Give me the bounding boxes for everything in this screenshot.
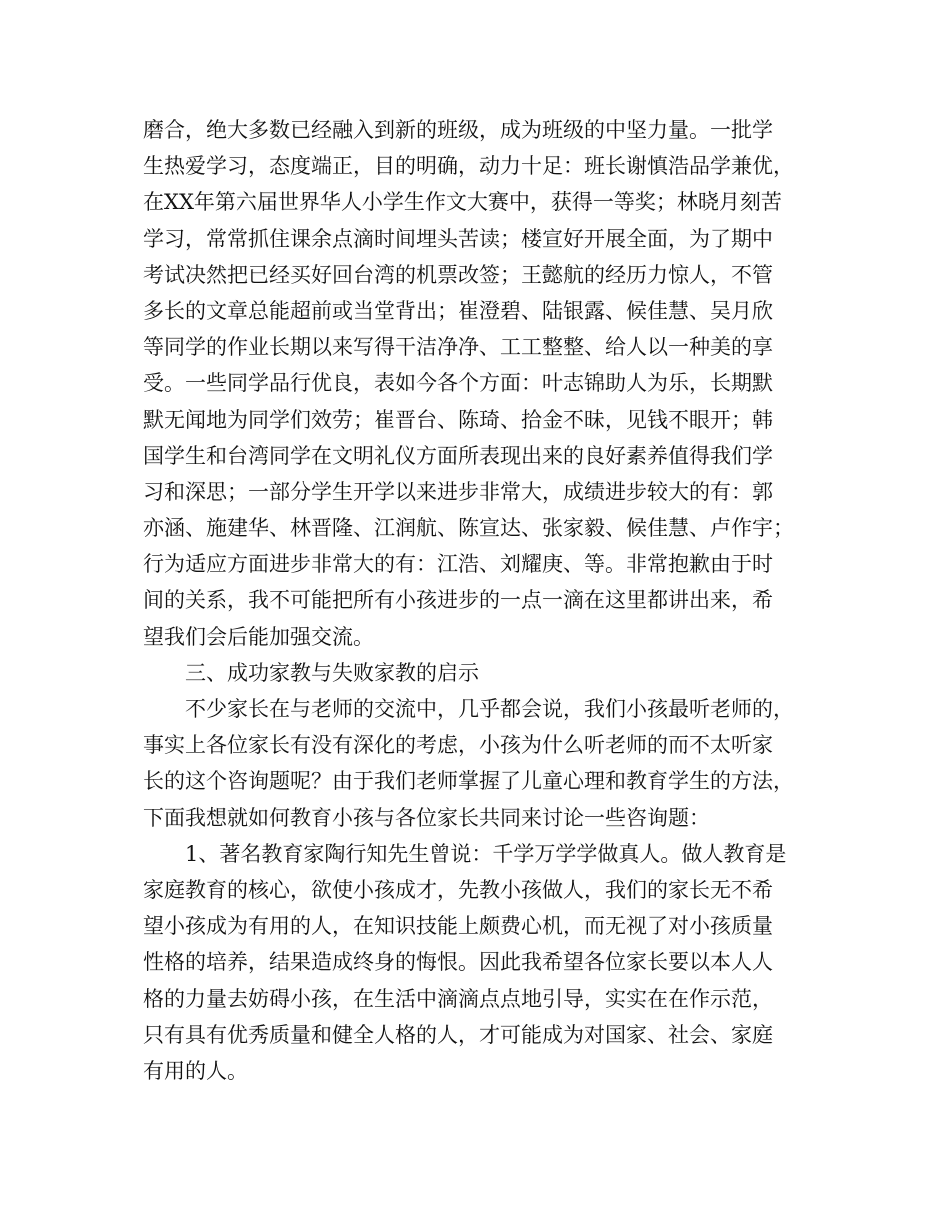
document-body xyxy=(143,112,823,1089)
text-line: 等同学的作业长期以来写得干洁净净、工工整整、给人以一种美的享 xyxy=(143,335,773,360)
text-line: 受。一些同学品行优良，表如今各个方面：叶志锦助人为乐，长期默 xyxy=(143,371,773,396)
text-line: 只有具有优秀质量和健全人格的人，才可能成为对国家、社会、家庭 xyxy=(143,1022,773,1047)
text-line: 生热爱学习，态度端正，目的明确，动力十足：班长谢慎浩品学兼优， xyxy=(143,154,794,179)
text-line: 在XX年第六届世界华人小学生作文大赛中，获得一等奖；林晓月刻苦 xyxy=(143,190,782,215)
text-line: 格的力量去妨碍小孩，在生活中滴滴点点地引导，实实在在作示范， xyxy=(143,986,773,1011)
text-line: 长的这个咨询题呢？由于我们老师掌握了儿童心理和教育学生的方法， xyxy=(143,769,794,794)
text-line: 亦涵、施建华、林晋隆、江润航、陈宣达、张家毅、候佳慧、卢作宇； xyxy=(143,516,794,541)
text-line: 国学生和台湾同学在文明礼仪方面所表现出来的良好素养值得我们学 xyxy=(143,443,773,468)
text-line: 1、著名教育家陶行知先生曾说：千学万学学做真人。做人教育是 xyxy=(185,841,787,866)
text-line: 有用的人。 xyxy=(143,1058,248,1083)
text-line: 不少家长在与老师的交流中，几乎都会说，我们小孩最听老师的， xyxy=(185,697,794,721)
section-heading: 三、成功家教与失败家教的启示 xyxy=(185,660,479,685)
text-line: 望我们会后能加强交流。 xyxy=(143,624,374,649)
text-line: 多长的文章总能超前或当堂背出；崔澄碧、陆银露、候佳慧、吴月欣 xyxy=(143,298,773,323)
text-line: 望小孩成为有用的人，在知识技能上颇费心机，而无视了对小孩质量 xyxy=(143,914,773,939)
text-line: 间的关系，我不可能把所有小孩进步的一点一滴在这里都讲出来，希 xyxy=(143,588,773,613)
text-line: 学习，常常抓住课余点滴时间埋头苦读；楼宣好开展全面，为了期中 xyxy=(143,226,773,251)
text-line: 下面我想就如何教育小孩与各位家长共同来讨论一些咨询题： xyxy=(143,805,710,830)
text-line: 磨合，绝大多数已经融入到新的班级，成为班级的中坚力量。一批学 xyxy=(143,118,773,142)
text-line: 事实上各位家长有没有深化的考虑，小孩为什么听老师的而不太听家 xyxy=(143,733,773,758)
text-line: 考试决然把已经买好回台湾的机票改签；王懿航的经历力惊人，不管 xyxy=(143,262,773,287)
text-line: 默无闻地为同学们效劳；崔晋台、陈琦、拾金不昧，见钱不眼开；韩 xyxy=(143,407,773,432)
text-line: 家庭教育的核心，欲使小孩成才，先教小孩做人，我们的家长无不希 xyxy=(143,877,773,902)
text-line: 行为适应方面进步非常大的有：江浩、刘耀庚、等。非常抱歉由于时 xyxy=(143,552,773,577)
text-line: 习和深思；一部分学生开学以来进步非常大，成绩进步较大的有：郭 xyxy=(143,479,773,504)
text-line: 性格的培养，结果造成终身的悔恨。因此我希望各位家长要以本人人 xyxy=(143,950,773,975)
